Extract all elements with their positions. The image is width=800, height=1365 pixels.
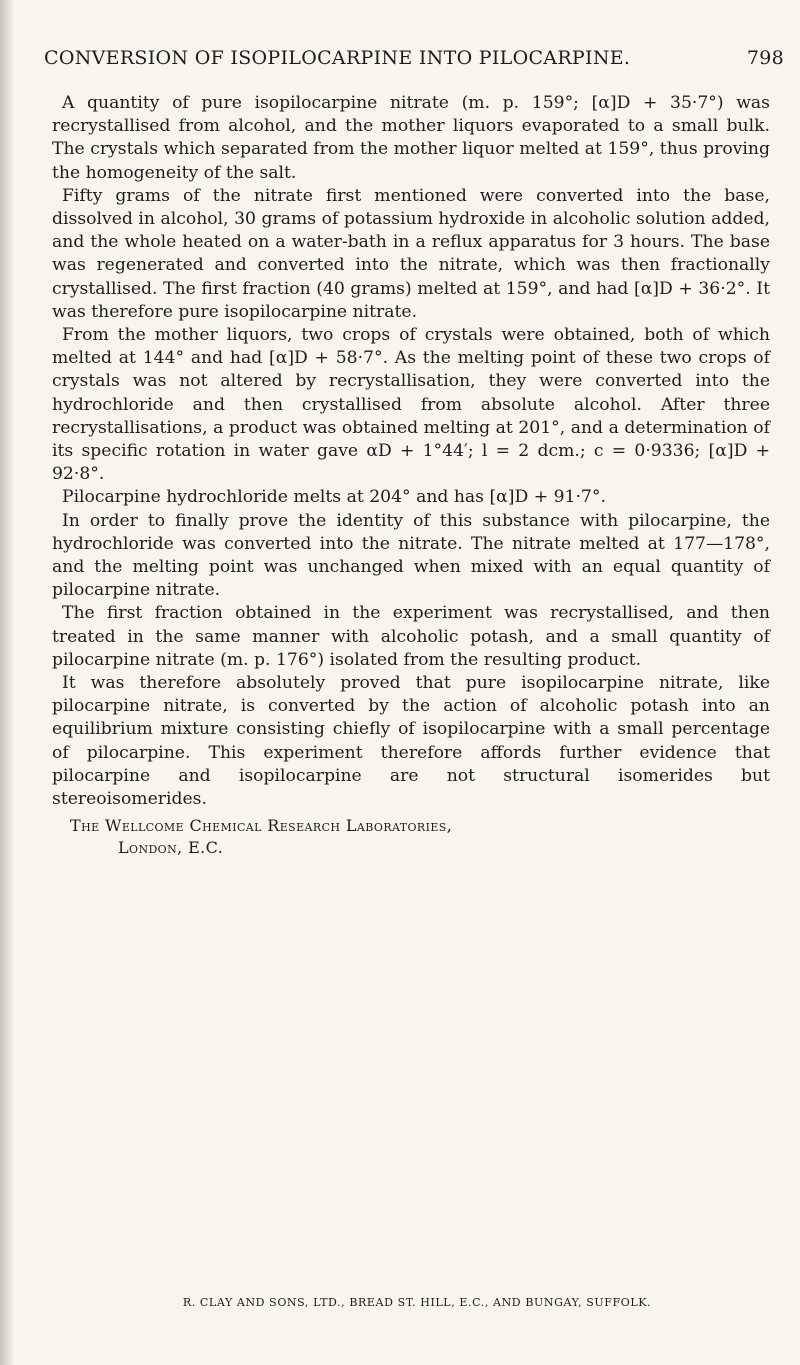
affiliation-block: [52, 815, 770, 859]
paragraph-2: Fifty grams of the nitrate first mentioned were converted into the base, dissolved in alcohol, 30 grams of potassium hydroxide in alcoholic solution added, and the whole heated on a water-bath in a reflux apparatus for 3 hours. The base was regenerated and converted into the nitrate, which was then fractionally crystallised. The first fraction (40 grams) melted at 159°, and had [α]D + 36·2°. It was therefore pure isopilocarpine nitrate.: [52, 185, 770, 322]
running-title: CONVERSION OF ISOPILOCARPINE INTO PILOCARPINE.: [44, 47, 631, 69]
paragraph-5: In order to finally prove the identity of this substance with pilocarpine, the hydrochloride was converted into the nitrate. The nitrate melted at 177—178°, and the melting point was unchanged when mixed with an equal quantity of pilocarpine nitrate.: [52, 510, 770, 601]
paragraph-1: A quantity of pure isopilocarpine nitrate (m. p. 159°; [α]D + 35·7°) was recrystallised from alcohol, and the mother liquors evaporated to a small bulk. The crystals which separated from the mother liquor melted at 159°, thus proving the homogeneity of the salt.: [52, 93, 770, 183]
binding-gutter: [0, 0, 14, 1365]
paragraph-6: The first fraction obtained in the experiment was recrystallised, and then treated in the same manner with alcoholic potash, and a small quantity of pilocarpine nitrate (m. p. 176°) isolated from the resulting product.: [52, 603, 770, 670]
article-body: [52, 92, 770, 811]
affiliation-city: London, E.C.: [118, 838, 224, 857]
printer-imprint: R. CLAY AND SONS, LTD., BREAD ST. HILL, E.C., AND BUNGAY, SUFFOLK.: [182, 1296, 652, 1309]
paragraph-7: It was therefore absolutely proved that pure isopilocarpine nitrate, like pilocarpine nitrate, is converted by the action of alcoholic potash into an equilibrium mixture consisting chiefly of isopilocarpine with a small percentage of pilocarpine. This experiment therefore affords further evidence that pilocarpine and isopilocarpine are not structural isomerides but stereoisomerides.: [52, 673, 770, 810]
paragraph-3: From the mother liquors, two crops of crystals were obtained, both of which melted at 144° and had [α]D + 58·7°. As the melting point of these two crops of crystals was not altered by recrystallisation, they were converted into the hydrochloride and then crystallised from absolute alcohol. After three recrystallisations, a product was obtained melting at 201°, and a determination of its specific rotation in water gave αD + 1°44′; l = 2 dcm.; c = 0·9336; [α]D + 92·8°.: [52, 325, 770, 485]
affiliation-line: The Wellcome Chemical Research Laboratories,: [70, 816, 453, 835]
page-number: 798: [746, 47, 784, 69]
paragraph-4: Pilocarpine hydrochloride melts at 204° and has [α]D + 91·7°.: [62, 487, 606, 508]
